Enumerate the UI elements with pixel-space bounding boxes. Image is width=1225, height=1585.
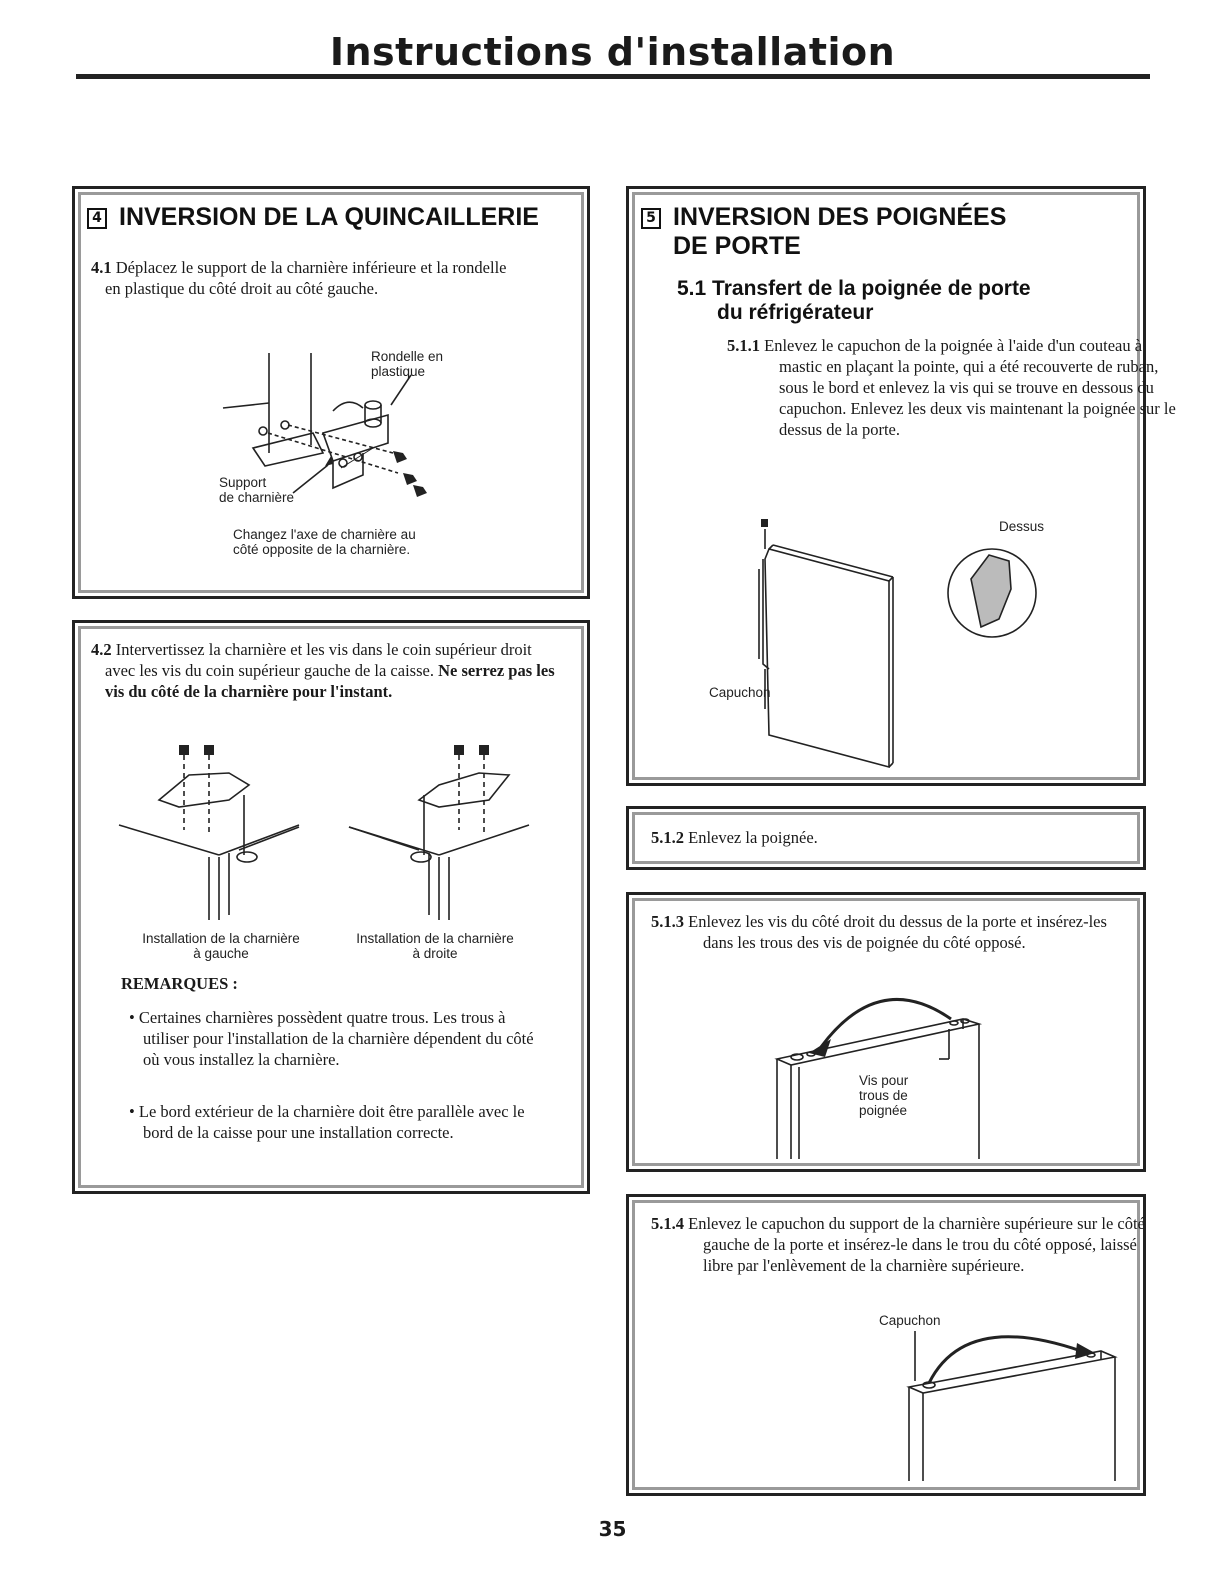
step-number: 5.1.4 (651, 1214, 684, 1233)
section-5-title-line-2: DE PORTE (673, 232, 801, 260)
panel-5-1-3 (626, 892, 1146, 1172)
step-text: Intervertissez la charnière et les vis dans le coin supérieur droit avec les vis du coin supérieur gauche de la caisse. (105, 640, 532, 680)
panel-5-1-2 (626, 806, 1146, 870)
bullet-dot: • (129, 1008, 139, 1027)
subsection-title: Transfert de la poignée de porte (712, 277, 1031, 300)
caption-line: Changez l'axe de charnière au (233, 527, 416, 542)
caption-right-hinge (345, 931, 525, 961)
step-5-1-1 (727, 335, 1179, 440)
subsection-number: 5.1 (677, 277, 707, 300)
caption-line: Installation de la charnière (356, 931, 514, 946)
caption-line: à droite (412, 946, 458, 961)
panel-5-1-4 (626, 1194, 1146, 1496)
caption-left-hinge (131, 931, 311, 961)
label-line: Vis pour (859, 1073, 909, 1088)
step-4-1 (91, 257, 525, 299)
hinge-swap-figure (119, 745, 549, 925)
title-rule (76, 74, 1150, 79)
step-text: Enlevez le capuchon de la poignée à l'aide d'un couteau à mastic en plaçant la pointe, qui a été recouverte de ruban, sous le bord et enlevez la vis qui se trouve en dessous du capuchon. Enlevez les deux vis maintenant la poignée sur le dessus de la porte. (764, 336, 1176, 439)
panel-4-2 (72, 620, 590, 1194)
panel-5-1-1 (626, 186, 1176, 786)
label-dessus: Dessus (999, 519, 1045, 534)
step-text: Enlevez les vis du côté droit du dessus de la porte et insérez-les dans les trous des vis de poignée du côté opposé. (688, 912, 1107, 952)
label-rondelle (371, 349, 443, 379)
panel-4-1 (72, 186, 590, 599)
caption-line: à gauche (193, 946, 249, 961)
remark-text: Certaines charnières possèdent quatre trous. Les trous à utiliser pour l'installation de la charnière dépendent du côté où vous installez la charnière. (138, 1008, 534, 1069)
section-5-title: INVERSION DES POIGNÉES (673, 203, 1007, 231)
step-number: 5.1.2 (651, 828, 684, 847)
step-warning: Ne serrez pas les vis du côté de la charnière pour l'instant. (105, 661, 555, 701)
cap-transfer-figure (905, 1331, 1135, 1491)
remarks-title: REMARQUES : (121, 974, 238, 993)
step-text: Enlevez le capuchon du support de la charnière supérieure sur le côté gauche de la porte et insérez-le dans le trou du côté opposé, laissé libre par l'enlèvement de la charnière supérieure. (688, 1214, 1145, 1275)
label-line: Support (219, 475, 267, 490)
subsection-5-1-heading (677, 277, 1117, 325)
section-4-heading (87, 203, 539, 232)
remark-item (129, 1101, 543, 1143)
bullet-dot: • (129, 1102, 139, 1121)
section-number-badge: 5 (641, 208, 661, 229)
label-line: de charnière (219, 490, 295, 505)
step-5-1-3 (651, 911, 1133, 953)
step-number: 4.1 (91, 258, 112, 277)
label-line: trous de (859, 1088, 908, 1103)
label-capuchon-top: Capuchon (879, 1313, 941, 1328)
label-line: plastique (371, 364, 426, 379)
section-number-badge: 4 (87, 208, 107, 229)
label-vis-poignee (859, 1073, 908, 1118)
step-number: 5.1.3 (651, 912, 684, 931)
step-text: Enlevez la poignée. (688, 828, 818, 847)
section-4-title: INVERSION DE LA QUINCAILLERIE (119, 203, 539, 231)
step-text: Déplacez le support de la charnière inférieure et la rondelle en plastique du côté droit au côté gauche. (105, 258, 507, 298)
step-5-1-2 (651, 827, 1121, 848)
figure-caption (233, 527, 416, 557)
step-number: 4.2 (91, 640, 112, 659)
section-5-title-line-1 (641, 203, 1006, 232)
subsection-title-line-2: du réfrigérateur (717, 301, 874, 324)
door-handle-figure (749, 519, 1079, 769)
label-support (219, 475, 294, 505)
remark-text: Le bord extérieur de la charnière doit être parallèle avec le bord de la caisse pour une installation correcte. (138, 1102, 525, 1142)
section-5-heading (641, 203, 1006, 261)
page-number: 35 (598, 1517, 627, 1541)
remark-item (129, 1007, 543, 1070)
step-5-1-4 (651, 1213, 1163, 1276)
label-line: Rondelle en (371, 349, 444, 364)
subsection-title-line-1 (677, 277, 1117, 301)
label-capuchon: Capuchon (709, 685, 771, 700)
page-title: Instructions d'installation (329, 30, 896, 74)
caption-line: Installation de la charnière (142, 931, 300, 946)
label-line: poignée (859, 1103, 908, 1118)
caption-line: côté opposite de la charnière. (233, 542, 411, 557)
step-number: 5.1.1 (727, 336, 760, 355)
step-4-2 (91, 639, 565, 702)
